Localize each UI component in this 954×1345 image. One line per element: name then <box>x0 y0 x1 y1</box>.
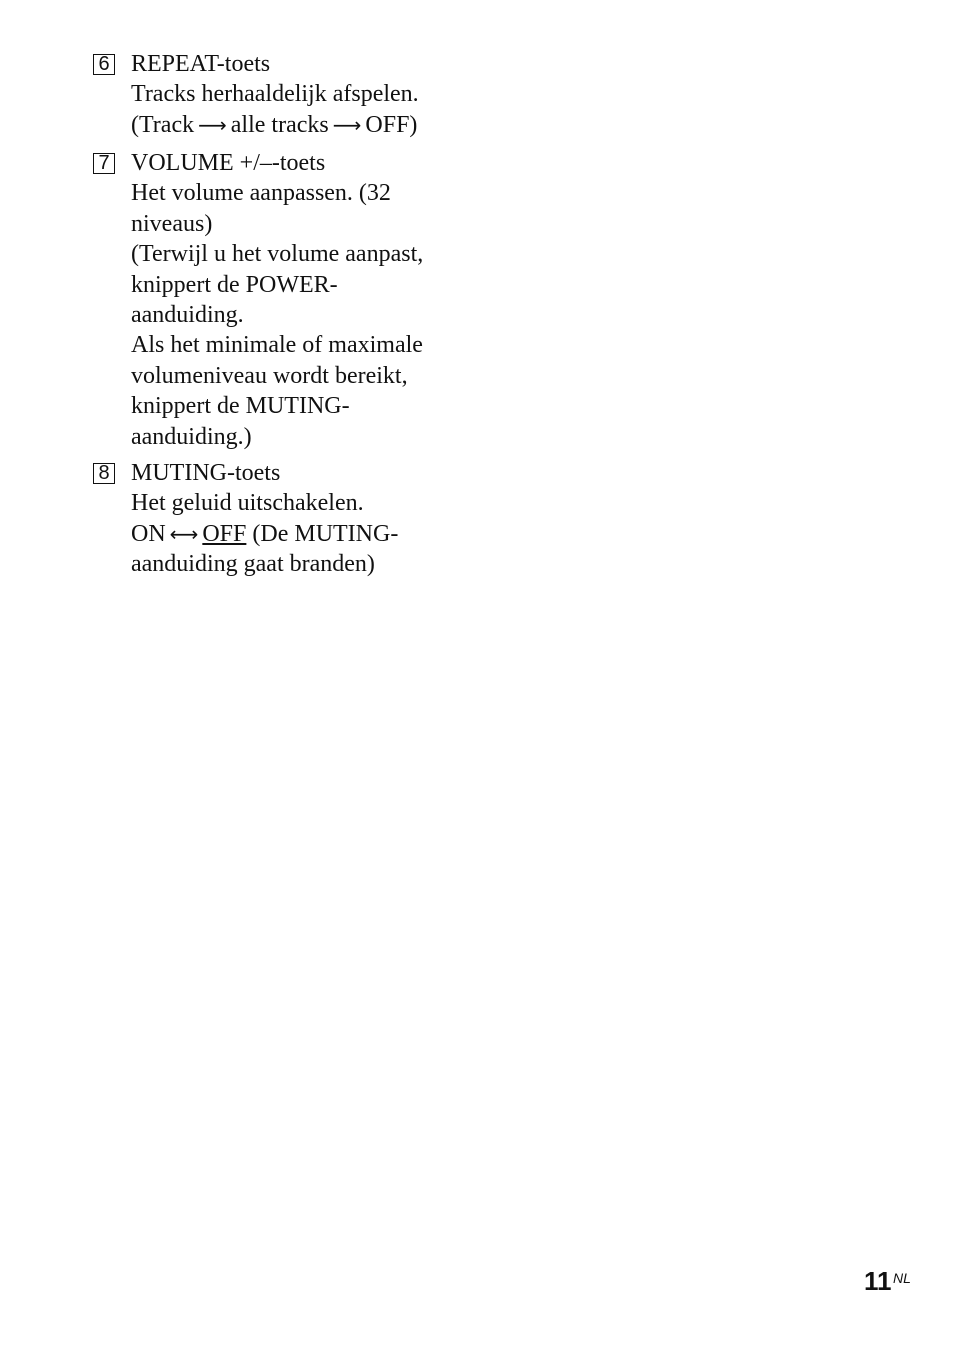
item-number-badge: 8 <box>93 463 115 484</box>
toggle-note: (De MUTING- <box>252 520 399 547</box>
item-line: aanduiding.) <box>131 423 252 450</box>
item-title: REPEAT-toets <box>131 51 271 77</box>
sequence-middle: alle tracks <box>230 111 329 138</box>
arrow-right-icon: ⟶ <box>332 112 362 137</box>
item-line: Het volume aanpassen. (32 <box>131 180 391 207</box>
item-line: Als het minimale of maximale <box>131 332 423 359</box>
item-line: knippert de MUTING- <box>131 393 350 420</box>
item-description: Het geluid uitschakelen. <box>131 490 364 517</box>
arrow-right-icon: ⟶ <box>198 112 227 137</box>
item-number-badge: 7 <box>93 153 115 174</box>
page-language-code: NL <box>893 1270 911 1286</box>
arrow-left-right-icon: ⟷ <box>169 521 199 546</box>
item-line: volumeniveau wordt bereikt, <box>131 362 408 389</box>
item-line: (Terwijl u het volume aanpast, <box>131 241 424 268</box>
item-number-badge: 6 <box>93 54 115 75</box>
item-description: Tracks herhaaldelijk afspelen. <box>131 81 419 108</box>
item-title: VOLUME +/–-toets <box>131 150 326 176</box>
item-line: aanduiding gaat branden) <box>131 551 375 578</box>
item-line: niveaus) <box>131 210 213 237</box>
item-text <box>131 458 471 580</box>
page-number: 11 <box>864 1266 892 1296</box>
item-line: knippert de POWER- <box>131 271 338 298</box>
repeat-sequence <box>131 110 471 140</box>
muting-toggle <box>131 519 471 549</box>
sequence-end: OFF) <box>365 111 418 138</box>
sequence-start: (Track <box>131 111 195 138</box>
item-line: aanduiding. <box>131 302 244 329</box>
toggle-off-label: OFF <box>202 520 247 547</box>
item-text <box>131 148 471 452</box>
item-text <box>131 49 471 140</box>
toggle-on-label: ON <box>131 520 166 547</box>
item-title: MUTING-toets <box>131 460 281 486</box>
